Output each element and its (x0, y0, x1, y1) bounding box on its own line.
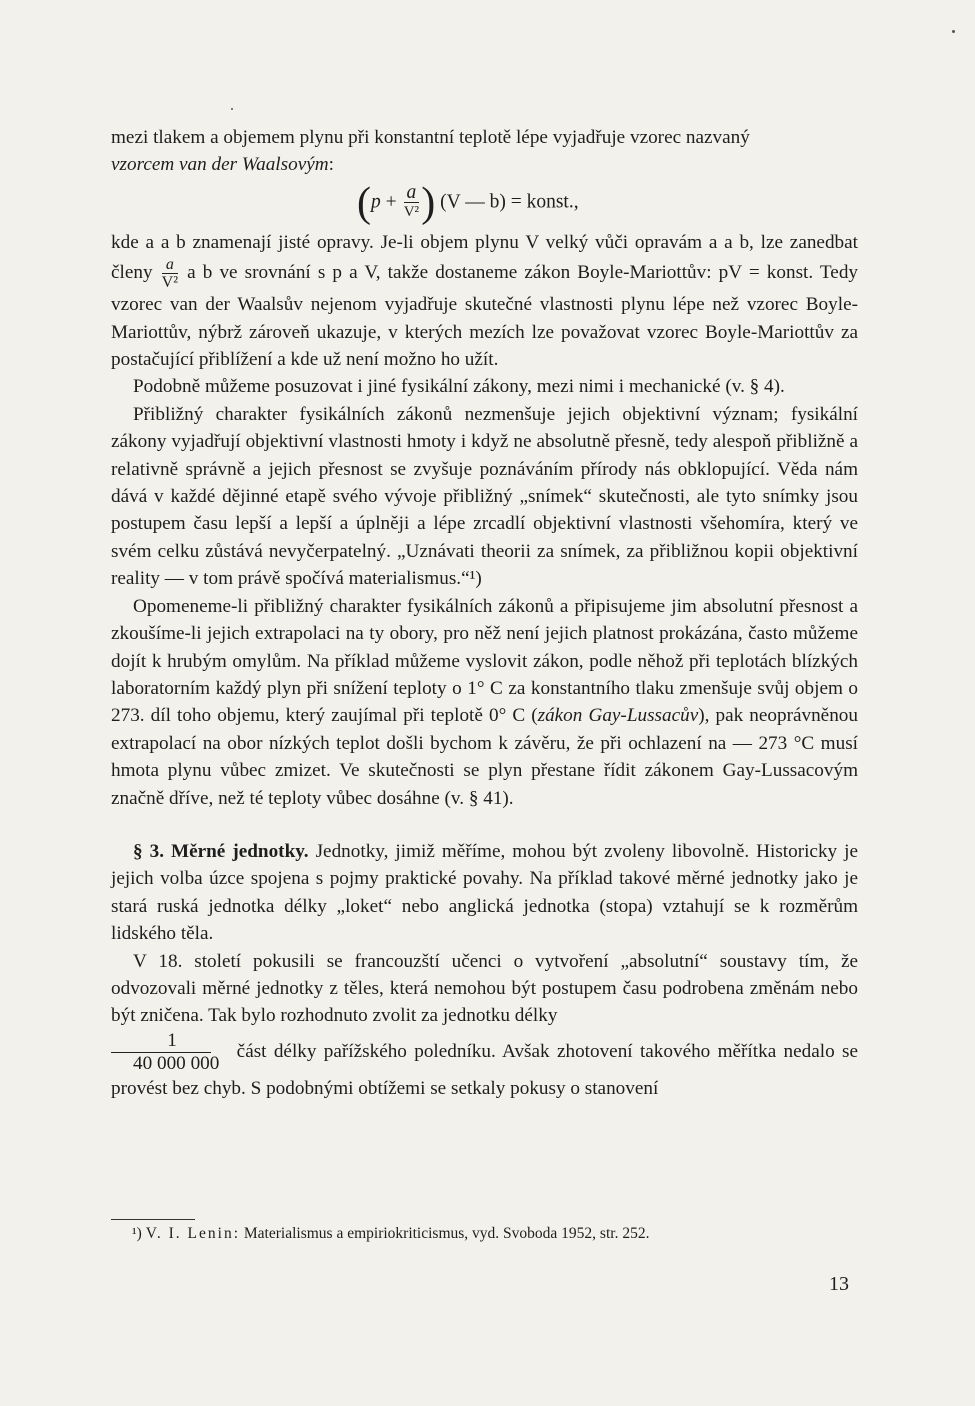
section-heading: § 3. Měrné jednotky. (133, 840, 309, 862)
footnote-divider (111, 1219, 195, 1220)
para4-start: Opomeneme-li přibližný charakter fysikálních zákonů a připisujeme jim absolutní přesnost a zkoušíme-li jejich extrapolaci na ty obory, pro něž není jejich platnost prokázána, často můžeme dojít k hrubým omylům. Na příklad můžeme vyslovit zákon, podle něhož při teplotách blízkých laboratorním každý plyn při snížení teploty o 1° C za konstantního tlaku zmenšuje svůj objem o 273. díl toho objemu, který zaujímal při teplotě 0° C ( (111, 595, 858, 727)
gay-lussac-law: zákon Gay-Lussacův (537, 705, 699, 727)
para1-fraction (162, 256, 178, 291)
print-speck (231, 108, 233, 110)
intro-term: vzorcem van der Waalsovým (111, 154, 329, 176)
formula-p: p (371, 191, 381, 213)
para5-fraction (111, 1030, 219, 1075)
print-speck (952, 30, 955, 33)
formula-left-paren: ( (357, 179, 371, 226)
para4-end: ), pak neoprávněnou extrapolací na obor nízkých teplot došli bychom k závěru, že při ochlazení na — 273 °C musí hmota plynu vůbec zmizet. Ve skutečnosti se plyn přestane řídit zákonem Gay-Lussacovým značně dříve, než té teploty vůbec dosáhne (v. § 41). (111, 705, 858, 809)
intro-paragraph (111, 124, 858, 179)
page-number: 13 (829, 1273, 849, 1295)
para5-frac-den: 40 000 000 (133, 1052, 220, 1074)
section-3-paragraph (111, 838, 858, 948)
footnote-marker: ¹) (132, 1225, 142, 1242)
para1-end: a b ve srovnání s p a V, takže dostaneme zákon Boyle-Mariottův: pV = konst. Tedy vzorec van der Waalsův nejenom vyjadřuje skutečné vlastnosti plynu lépe než vzorec Boyle-Mariottův, nýbrž zároveň ukazuje, v kterých mezích lze považovat vzorec Boyle-Mariottův za postačující přiblížení a kde už není možno ho užít. (111, 262, 859, 371)
main-text (111, 124, 858, 1102)
formula-right-paren: ) (421, 179, 436, 226)
footnote-text: Materialismus a empiriokriticismus, vyd. Svoboda 1952, str. 252. (243, 1225, 650, 1242)
formula-denominator: V² (403, 204, 420, 221)
footnote (132, 1224, 649, 1244)
para5-start: V 18. století pokusili se francouzští učenci o vytvoření „absolutní“ soustavy tím, že odvozovali měrné jednotky z těles, která nemohou být postupem času podrobena změnám nebo být zničena. Tak bylo rozhodnuto zvolit za jednotku délky (111, 950, 858, 1027)
intro-colon: : (328, 154, 334, 176)
formula-fraction (404, 184, 420, 221)
section-3-text: Jednotky, jimiž měříme, mohou být zvoleny libovolně. Historicky je jejich volba úzce spojena s pojmy praktické povahy. Na příklad takové měrné jednotky jako je stará ruská jednotka délky „loket“ nebo anglická jednotka (stopa) vztahují se k rozměrům lidského těla. (111, 840, 858, 945)
formula-plus: + (385, 191, 397, 213)
footnote-author: V. I. Lenin: (145, 1225, 241, 1242)
paragraph-4 (111, 593, 858, 812)
paragraph-2: Podobně můžeme posuzovat i jiné fysikální zákony, mezi nimi i mechanické (v. § 4). (133, 376, 785, 398)
formula-numerator: a (404, 184, 420, 203)
paragraph-5 (111, 948, 858, 1103)
intro-line1: mezi tlakem a objemem plynu při konstantní teplotě lépe vyjadřuje vzorec nazvaný (111, 127, 750, 148)
para5-end: část délky pařížského poledníku. Avšak zhotovení takového měřítka nedalo se provést bez chyb. S podobnými obtížemi se setkaly pokusy o stanovení (111, 1040, 858, 1099)
paragraph-1 (111, 229, 858, 374)
para1-frac-den: V² (161, 274, 179, 292)
formula-rest: (V — b) = konst., (440, 191, 579, 213)
van-der-waals-formula (111, 179, 858, 227)
paragraph-3: Přibližný charakter fysikálních zákonů nezmenšuje jejich objektivní význam; fysikální zákony vyjadřují objektivní vlastnosti hmoty i když ne absolutně přesně, tedy alespoň přibližně a relativně správně a jejich přesnost se zvyšuje poznáváním přírody nás obklopující. Věda nám dává v každé dějinné etapě svého vývoje přibližný „snímek“ skutečnosti, ale tyto snímky jsou postupem času lepší a lepší a úplněji a lépe zrcadlí objektivní vlastnosti všehomíra, který ve svém celku zůstává nevyčerpatelný. „Uznávati theorii za snímek, za přibližnou kopii objektivní reality — v tom právě spočívá materialismus.“¹) (111, 403, 858, 590)
para5-frac-num: 1 (111, 1030, 211, 1053)
para1-start: kde a a b znamenají jisté opravy. Je-li objem plynu V velký vůči opravám a a b, lze zanedbat členy (111, 231, 858, 284)
para1-frac-num: a (162, 256, 178, 274)
